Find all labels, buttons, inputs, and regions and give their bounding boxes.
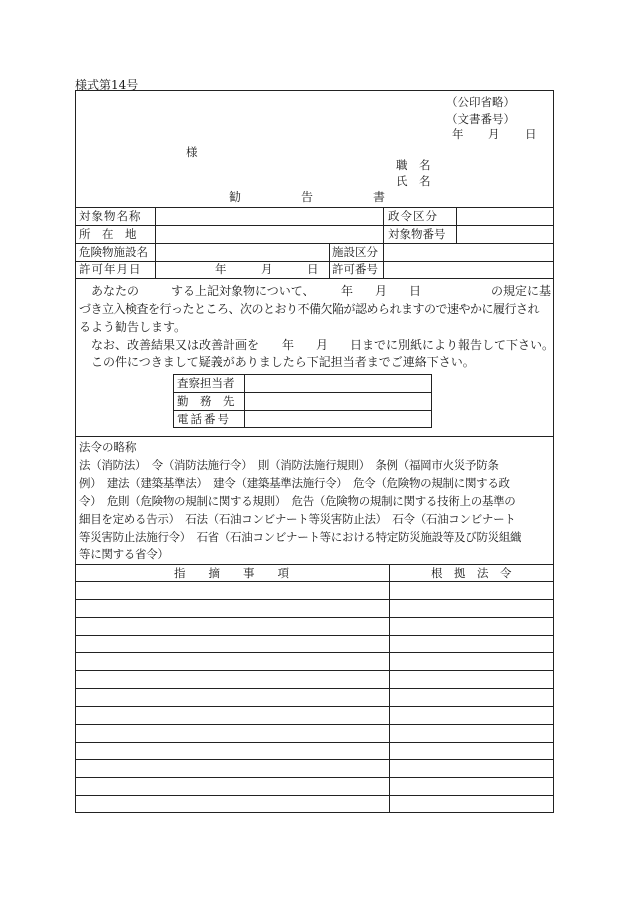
- abbreviations-line: 細目を定める告示） 石法（石油コンビナート等災害防止法） 石令（石油コンビナート: [79, 512, 516, 526]
- label-location: 所 在 地: [79, 227, 137, 241]
- findings-row-line: [75, 795, 554, 796]
- label-permit-date: 許可年月日: [79, 262, 142, 276]
- label-hazard-facility-name: 危険物施設名: [79, 245, 148, 259]
- basis-column-header: 根 拠 法 令: [431, 566, 512, 580]
- label-permit-number: 許可番号: [332, 262, 378, 276]
- abbreviations-line: 等に関する省令）: [79, 547, 169, 561]
- document-number: （文書番号）: [446, 112, 515, 126]
- date-year: 年: [452, 127, 464, 141]
- abbreviations-line: 令） 危則（危険物の規制に関する規則） 危告（危険物の規制に関する技術上の基準の: [79, 494, 516, 508]
- label-ordinance-class: 政令区分: [388, 209, 438, 223]
- findings-row-line: [75, 617, 554, 618]
- addressee-suffix: 様: [186, 145, 198, 159]
- body-line5: この件につきまして疑義がありましたら下記担当者までご連絡下さい。: [91, 355, 475, 369]
- body-line4-year: 年: [282, 338, 295, 352]
- body-line2: づき立入検査を行ったところ、次のとおり不備欠陥が認められますので速やかに履行され: [79, 302, 540, 316]
- body-line3: るよう勧告します。: [79, 320, 187, 334]
- label-facility-class: 施設区分: [332, 245, 378, 259]
- body-line4-b: 日までに別紙により報告して下さい。: [350, 338, 555, 352]
- contact-phone-label: 電話番号: [177, 412, 231, 426]
- label-object-number: 対象物番号: [388, 227, 446, 241]
- body-line4-month: 月: [316, 338, 329, 352]
- seal-omitted: （公印省略）: [446, 95, 515, 109]
- findings-row-line: [75, 706, 554, 707]
- findings-row-line: [75, 581, 554, 582]
- abbreviations-heading: 法令の略称: [79, 440, 137, 454]
- contact-inspector-label: 査察担当者: [177, 376, 235, 390]
- body-line1-day: 日: [409, 284, 422, 298]
- date-month: 月: [488, 127, 500, 141]
- findings-column-header: 指 摘 事 項: [174, 566, 289, 580]
- findings-row-line: [75, 759, 554, 760]
- findings-row-line: [75, 635, 554, 636]
- body-line1-a: あなたの: [91, 284, 140, 298]
- abbreviations-line: 法（消防法） 令（消防法施行令） 則（消防法施行規則） 条例（福岡市火災予防条: [79, 458, 499, 472]
- findings-row-line: [75, 652, 554, 653]
- findings-row-line: [75, 724, 554, 725]
- body-line1-year: 年: [341, 284, 354, 298]
- contact-office-label: 勤 務 先: [177, 394, 235, 408]
- findings-row-line: [75, 688, 554, 689]
- findings-row-line: [75, 742, 554, 743]
- name-label: 氏 名: [396, 174, 431, 188]
- label-object-name: 対象物名称: [79, 209, 142, 223]
- abbreviations-line: 等災害防止法施行令） 石省（石油コンビナート等における特定防災施設等及び防災組織: [79, 530, 522, 544]
- permit-date-value: 年 月 日: [215, 262, 319, 276]
- findings-row-line: [75, 777, 554, 778]
- findings-row-line: [75, 670, 554, 671]
- form-number: 様式第14号: [75, 78, 139, 92]
- body-line1-b: する上記対象物について、: [171, 284, 315, 298]
- body-line4-a: なお、改善結果又は改善計画を: [91, 338, 260, 352]
- findings-row-line: [75, 599, 554, 600]
- position-label: 職 名: [396, 158, 431, 172]
- date-day: 日: [525, 127, 537, 141]
- body-line1-c: の規定に基: [491, 284, 552, 298]
- body-line1-month: 月: [375, 284, 388, 298]
- abbreviations-line: 例） 建法（建築基準法） 建令（建築基準法施行令） 危令（危険物の規制に関する政: [79, 476, 510, 490]
- document-title: 勧 告 書: [229, 190, 386, 204]
